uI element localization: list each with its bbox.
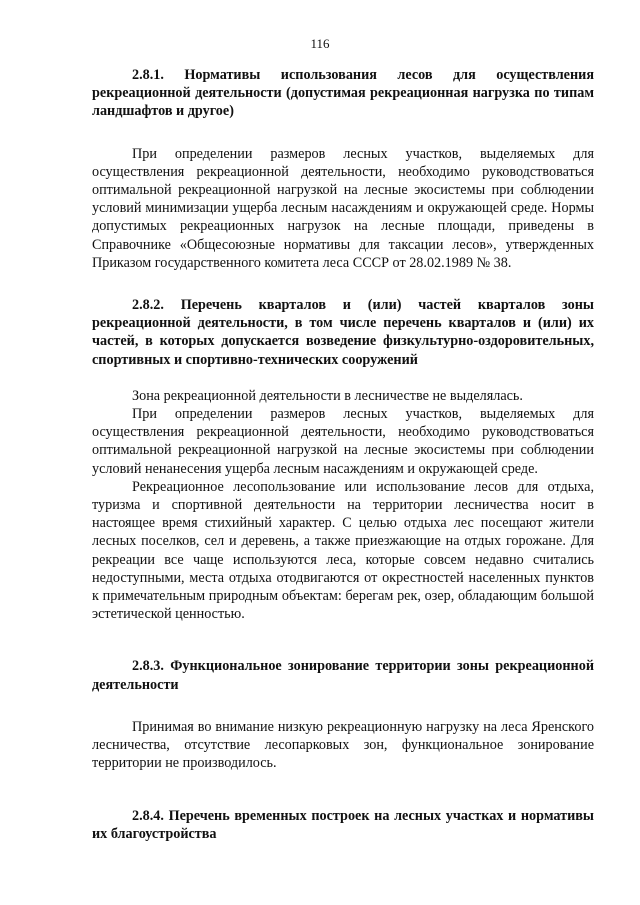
spacer <box>92 369 594 387</box>
page-content <box>92 66 594 843</box>
spacer <box>92 773 594 797</box>
section-paragraph: Зона рекреационной деятельности в лесничестве не выделялась. <box>132 387 523 404</box>
page-number: 116 <box>310 36 330 51</box>
spacer <box>92 121 594 145</box>
spacer <box>92 694 594 718</box>
section-heading-2-8-4: 2.8.4. Перечень временных построек на лесных участках и нормативы их благоустройства <box>92 807 594 842</box>
section-heading-2-8-2: 2.8.2. Перечень кварталов и (или) частей кварталов зоны рекреационной деятельности, в том числе перечень кварталов и (или) их частей, в которых допускается возведение физкультурно-оздоровительных, спортивных и спортивно-технических сооружений <box>92 297 594 368</box>
section-paragraph: Принимая во внимание низкую рекреационную нагрузку на леса Яренского лесничества, отсутствие лесопарковых зон, функциональное зонирование территории не производилось. <box>92 718 594 772</box>
section-heading-2-8-1: 2.8.1. Нормативы использования лесов для осуществления рекреационной деятельности (допустимая рекреационная нагрузка по типам ландшафтов и другое) <box>92 67 594 120</box>
spacer <box>92 272 594 296</box>
section-heading-2-8-3: 2.8.3. Функциональное зонирование территории зоны рекреационной деятельности <box>92 658 594 693</box>
spacer <box>92 797 594 807</box>
section-paragraph: Рекреационное лесопользование или использование лесов для отдыха, туризма и спортивной деятельности на территории лесничества носит в настоящее время стихийный характер. С целью отдыха лес посещают жители лесных поселков, сел и деревень, а также приезжающие на отдых горожане. Для рекреации все чаще используются леса, которые совсем недавно считались недоступными, места отдыха отодвигаются от окрестностей населенных пунктов к примечательным природным объектам: берегам рек, озер, обладающим большой эстетической ценностью. <box>92 478 594 623</box>
section-paragraph: При определении размеров лесных участков, выделяемых для осуществления рекреационной деятельности, необходимо руководствоваться оптимальной рекреационной нагрузкой на лесные экосистемы при соблюдении условий минимизации ущерба лесным насаждениям и окружающей среде. Нормы допустимых рекреационных нагрузок на лесные площади, приведены в Справочнике «Общесоюзные нормативы для таксации лесов», утвержденных Приказом государственного комитета леса СССР от 28.02.1989 № 38. <box>92 145 594 271</box>
spacer <box>92 623 594 647</box>
spacer <box>92 647 594 657</box>
section-paragraph: При определении размеров лесных участков, выделяемых для осуществления рекреационной деятельности, необходимо руководствоваться оптимальной рекреационной нагрузкой на лесные экосистемы при соблюдении условий ненанесения ущерба лесным насаждениям и окружающей среде. <box>92 406 594 477</box>
